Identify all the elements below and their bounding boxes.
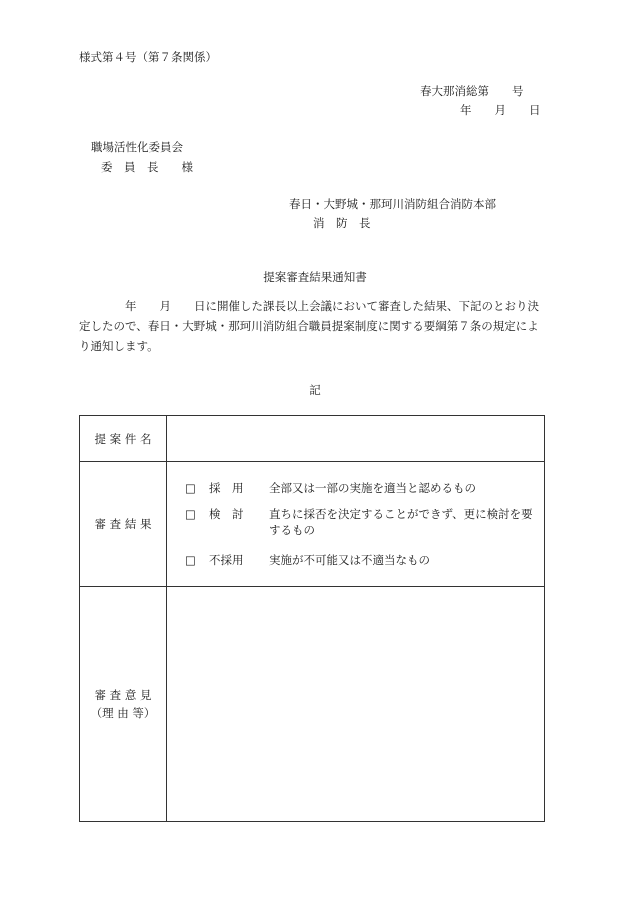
checkbox-consider[interactable]: □ (185, 507, 196, 521)
form-number: 様式第４号（第７条関係） (79, 50, 217, 64)
addressee-chair: 委 員 長 様 (101, 160, 193, 174)
body-paragraph: 年 月 日に開催した課長以上会議において審査した結果、下記のとおり決定したので、春日・大野城・那珂川消防組合職員提案制度に関する要綱第７条の規定により通知します。 (79, 299, 539, 353)
proposal-result-table (79, 415, 545, 822)
addressee-committee: 職場活性化委員会 (91, 140, 183, 154)
option-adopt[interactable] (167, 480, 544, 496)
proposal-subject-value[interactable] (167, 416, 545, 462)
option-reject[interactable] (167, 552, 544, 568)
option-adopt-label: 採 用 (209, 481, 244, 495)
document-title: 提案審査結果通知書 (263, 270, 367, 284)
review-opinion-label-line2: （理 由 等） (90, 706, 156, 720)
row-review-opinion (80, 587, 545, 822)
review-opinion-label (80, 587, 167, 822)
option-reject-label: 不採用 (209, 553, 244, 567)
option-adopt-desc: 全部又は一部の実施を適当と認めるもの (269, 481, 476, 495)
option-reject-desc: 実施が不可能又は不適当なもの (269, 553, 430, 567)
reference-number: 春大那消総第 号 (420, 84, 524, 98)
issue-date: 年 月 日 (460, 103, 541, 117)
option-consider-label: 検 討 (209, 507, 244, 521)
checkbox-reject[interactable]: □ (185, 553, 196, 567)
proposal-subject-label: 提 案 件 名 (80, 416, 167, 462)
option-consider[interactable] (167, 506, 544, 538)
row-proposal-subject (80, 416, 545, 462)
review-opinion-value[interactable] (167, 587, 545, 822)
sender-organization: 春日・大野城・那珂川消防組合消防本部 (289, 197, 496, 211)
option-consider-desc: 直ちに採否を決定することができず、更に検討を要するもの (269, 507, 533, 537)
row-review-result (80, 462, 545, 587)
review-result-label: 審 査 結 果 (80, 462, 167, 587)
ki-heading: 記 (309, 383, 321, 397)
checkbox-adopt[interactable]: □ (185, 481, 196, 495)
sender-title: 消 防 長 (313, 216, 371, 230)
review-opinion-label-line1: 審 査 意 見 (94, 688, 152, 702)
review-result-options (167, 462, 545, 587)
